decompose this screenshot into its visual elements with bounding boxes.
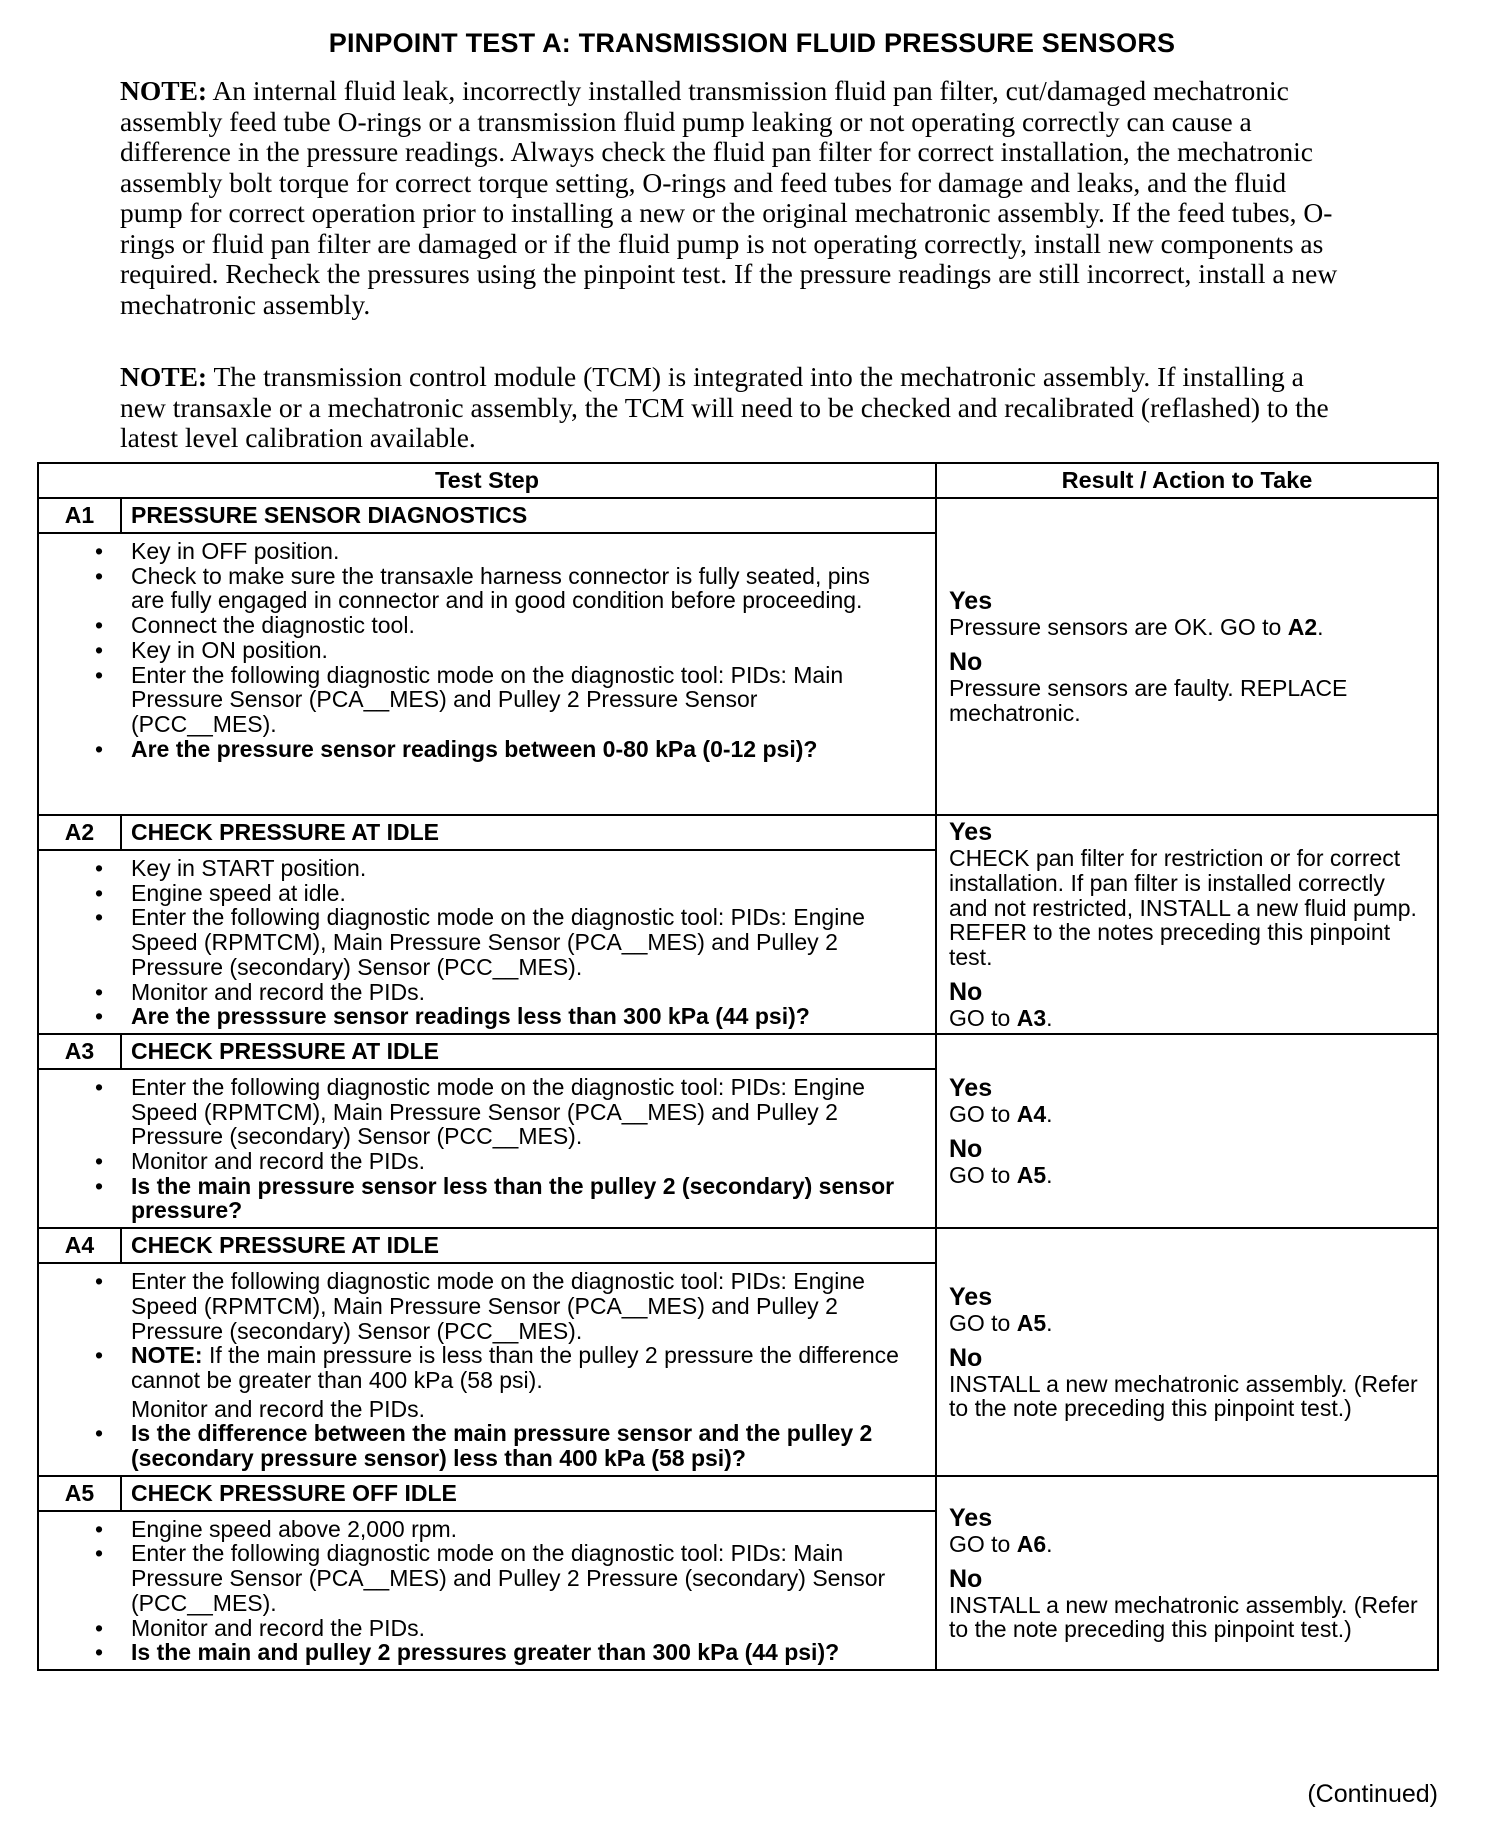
step-bullet: • Monitor and record the PIDs. [131,980,905,1005]
table-header-row [38,463,1438,498]
step-id: A5 [38,1476,121,1511]
step-heading-row [38,1476,1438,1511]
continued-label: (Continued) [1307,1780,1438,1808]
step-note-continuation: Monitor and record the PIDs. [131,1395,426,1422]
step-id: A1 [38,498,121,533]
step-body [38,850,936,1034]
step-bullet: • Key in OFF position. [131,539,905,564]
step-heading-row [38,1034,1438,1069]
no-action: INSTALL a new mechatronic assembly. (Refer to the note preceding this pinpoint test.) [949,1370,1418,1422]
note-text: An internal fluid leak, incorrectly installed transmission fluid pan filter, cut/damaged mechatronic assembly feed tube O-rings or a transmission fluid pump leaking or not operating correctly can cause a difference in the pressure readings. Always check the fluid pan filter for correct installation, the mechatronic assembly bolt torque for correct torque setting, O-rings and feed tubes for damage and leaks, and the fluid pump for correct operation prior to installing a new or the original mechatronic assembly. If the feed tubes, O-rings or fluid pan filter are damaged or if the fluid pump is not operating correctly, install new components as required. Recheck the pressures using the pinpoint test. If the pressure readings are still incorrect, install a new mechatronic assembly. [120,75,1338,320]
col-test-step-header: Test Step [38,463,936,498]
step-id: A2 [38,815,121,850]
step-body [38,1511,936,1670]
step-bullet: • Key in START position. [131,856,905,881]
step-bullets [39,851,935,1033]
pinpoint-test-table [37,462,1439,1671]
step-body [38,1263,936,1476]
no-label: No [949,1343,983,1372]
step-bullet: • Enter the following diagnostic mode on the diagnostic tool: PIDs: Engine Speed (RPMTCM), Main Pressure Sensor (PCA__MES) and Pulley 2 Pressure (secondary) Sensor (PCC__MES). [131,905,905,979]
step-bullet: • Engine speed above 2,000 rpm. [131,1517,905,1542]
step-bullet: • Enter the following diagnostic mode on the diagnostic tool: PIDs: Main Pressure Sensor (PCA__MES) and Pulley 2 Pressure Sensor (PCC__MES). [131,663,905,737]
note-label: NOTE: [120,75,208,106]
page-title: PINPOINT TEST A: TRANSMISSION FLUID PRESSURE SENSORS [328,28,1176,58]
step-body [38,1069,936,1228]
yes-action: GO to A4. [949,1101,1053,1128]
yes-label: Yes [949,587,993,616]
yes-action: GO to A5. [949,1309,1053,1336]
step-result [936,1034,1438,1228]
col-result-header: Result / Action to Take [936,463,1438,498]
step-ref: A5 [1016,1309,1047,1336]
yes-label: Yes [949,1074,993,1103]
step-body [38,533,936,815]
step-bullet: • Monitor and record the PIDs. [131,1616,905,1641]
step-result [936,1476,1438,1670]
step-question: • Are the presssure sensor readings less than 300 kPa (44 psi)? [131,1004,905,1029]
step-heading: PRESSURE SENSOR DIAGNOSTICS [121,498,936,533]
step-heading-row [38,815,1438,850]
step-heading-row [38,1228,1438,1263]
step-ref: A3 [1016,1004,1047,1031]
step-question: • Are the pressure sensor readings between 0-80 kPa (0-12 psi)? [131,737,905,762]
step-bullets [39,1070,935,1227]
step-bullets [39,534,935,765]
yes-action: GO to A6. [949,1530,1053,1557]
step-bullets [39,1512,935,1669]
step-question: • Is the main and pulley 2 pressures greater than 300 kPa (44 psi)? [131,1640,905,1665]
yes-label: Yes [949,1503,993,1532]
step-bullet: • Key in ON position. [131,638,905,663]
step-bullets [39,1264,935,1475]
step-heading: CHECK PRESSURE AT IDLE [121,1034,936,1069]
note-tcm [120,362,1350,454]
step-bullet: • Enter the following diagnostic mode on the diagnostic tool: PIDs: Engine Speed (RPMTCM), Main Pressure Sensor (PCA__MES) and Pulley 2 Pressure (secondary) Sensor (PCC__MES). [131,1075,905,1149]
yes-label: Yes [949,1282,993,1311]
step-question: • Is the main pressure sensor less than the pulley 2 (secondary) sensor pressure? [131,1174,905,1223]
step-bullet: • Enter the following diagnostic mode on the diagnostic tool: PIDs: Engine Speed (RPMTCM), Main Pressure Sensor (PCA__MES) and Pulley 2 Pressure (secondary) Sensor (PCC__MES). [131,1269,905,1343]
yes-label: Yes [949,818,993,847]
step-heading-row [38,498,1438,533]
step-question: • Is the difference between the main pressure sensor and the pulley 2 (secondary pressure sensor) less than 400 kPa (58 psi)? [131,1421,905,1470]
yes-action: Pressure sensors are OK. GO to A2. [949,614,1324,641]
no-action: INSTALL a new mechatronic assembly. (Refer to the note preceding this pinpoint test.) [949,1591,1418,1643]
no-action: Pressure sensors are faulty. REPLACE mechatronic. [949,675,1348,726]
step-result [936,498,1438,815]
step-ref: A2 [1287,614,1318,641]
note-label: NOTE: [120,361,208,392]
step-heading: CHECK PRESSURE AT IDLE [121,815,936,850]
no-label: No [949,977,983,1006]
step-ref: A5 [1016,1162,1047,1189]
note-text: The transmission control module (TCM) is integrated into the mechatronic assembly. If installing a new transaxle or a mechatronic assembly, the TCM will need to be checked and recalibrated (reflashed) to the latest level calibration available. [120,361,1329,453]
yes-action: CHECK pan filter for restriction or for correct installation. If pan filter is installed correctly and not restricted, INSTALL a new fluid pump. REFER to the notes preceding this pinpoint test. [949,845,1417,971]
no-label: No [949,1564,983,1593]
step-id: A4 [38,1228,121,1263]
step-bullet: • Connect the diagnostic tool. [131,613,905,638]
step-bullet: • Engine speed at idle. [131,881,905,906]
step-heading: CHECK PRESSURE AT IDLE [121,1228,936,1263]
no-label: No [949,648,983,677]
step-note: • NOTE: If the main pressure is less than the pulley 2 pressure the difference cannot be greater than 400 kPa (58 psi). [131,1343,905,1392]
no-label: No [949,1135,983,1164]
no-action: GO to A3. [949,1004,1053,1031]
step-heading: CHECK PRESSURE OFF IDLE [121,1476,936,1511]
no-action: GO to A5. [949,1162,1053,1189]
note-internal-leak [120,76,1350,320]
step-bullet: • Check to make sure the transaxle harness connector is fully seated, pins are fully engaged in connector and in good condition before proceeding. [131,564,905,613]
step-bullet: • Monitor and record the PIDs. [131,1149,905,1174]
step-bullet: • Enter the following diagnostic mode on the diagnostic tool: PIDs: Main Pressure Sensor (PCA__MES) and Pulley 2 Pressure (secondary) Sensor (PCC__MES). [131,1541,905,1615]
step-id: A3 [38,1034,121,1069]
step-ref: A4 [1016,1101,1047,1128]
step-ref: A6 [1016,1530,1047,1557]
step-result [936,1228,1438,1476]
step-result [936,815,1438,1034]
